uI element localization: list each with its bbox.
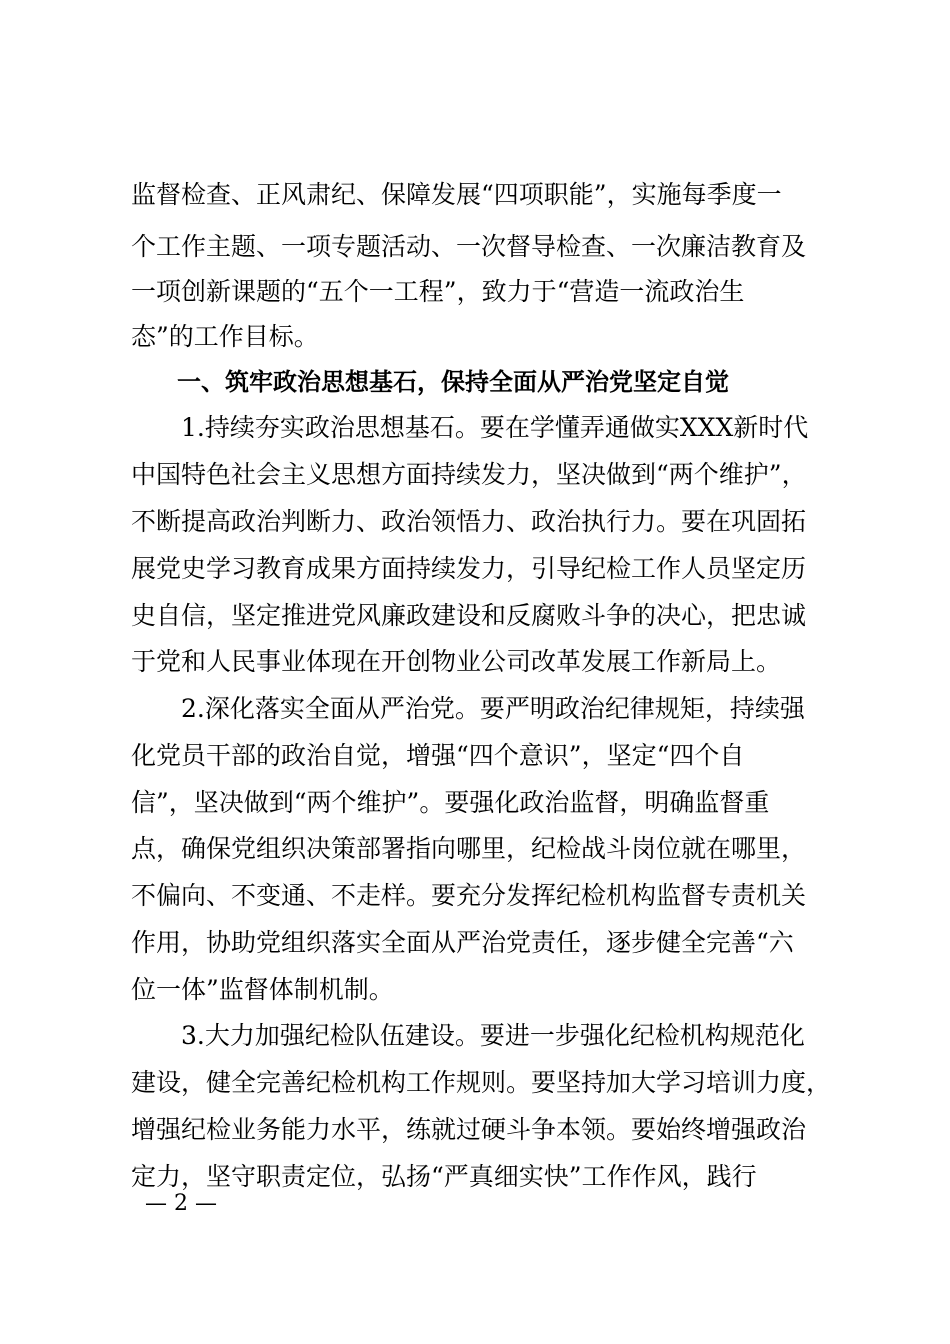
text-line: 个工作主题、一项专题活动、一次督导检查、一次廉洁教育及 (131, 232, 807, 261)
text-line: 史自信，坚定推进党风廉政建设和反腐败斗争的决心，把忠诚 (131, 601, 807, 630)
text-line: 点，确保党组织决策部署指向哪里，纪检战斗岗位就在哪里， (131, 834, 807, 863)
text-line: 监督检查、正风肃纪、保障发展“四项职能”，实施每季度一 (131, 180, 782, 209)
text-line: 增强纪检业务能力水平，练就过硬斗争本领。要始终增强政治 (131, 1115, 807, 1144)
text-line: 于党和人民事业体现在开创物业公司改革发展工作新局上。 (131, 647, 782, 676)
text-line: 不偏向、不变通、不走样。要充分发挥纪检机构监督专责机关 (131, 881, 807, 910)
text-line: 一项创新课题的“五个一工程”，致力于“营造一流政治生 (131, 277, 745, 306)
paragraph-first-line: 1.持续夯实政治思想基石。要在学懂弄通做实XXX新时代 (181, 413, 809, 442)
text-line: 中国特色社会主义思想方面持续发力，坚决做到“两个维护”， (131, 460, 807, 489)
paragraph-first-line: 3.大力加强纪检队伍建设。要进一步强化纪检机构规范化 (181, 1021, 805, 1050)
text-line: 信”，坚决做到“两个维护”。要强化政治监督，明确监督重 (131, 788, 770, 817)
text-line: 建设，健全完善纪检机构工作规则。要坚持加大学习培训力度， (131, 1068, 831, 1097)
text-line: 展党史学习教育成果方面持续发力，引导纪检工作人员坚定历 (131, 554, 807, 583)
section-heading: 一、筑牢政治思想基石，保持全面从严治党坚定自觉 (177, 368, 729, 396)
text-line: 作用，协助党组织落实全面从严治党责任，逐步健全完善“六 (131, 928, 794, 957)
page-number: — 2 — (145, 1191, 217, 1216)
text-line: 化党员干部的政治自觉，增强“四个意识”，坚定“四个自 (131, 741, 745, 770)
text-line: 态”的工作目标。 (131, 322, 319, 351)
text-line: 位一体”监督体制机制。 (131, 975, 394, 1004)
text-line: 不断提高政治判断力、政治领悟力、政治执行力。要在巩固拓 (131, 507, 807, 536)
text-line: 定力，坚守职责定位，弘扬“严真细实快”工作作风，践行 (131, 1162, 757, 1191)
paragraph-first-line: 2.深化落实全面从严治党。要严明政治纪律规矩，持续强 (181, 694, 805, 723)
